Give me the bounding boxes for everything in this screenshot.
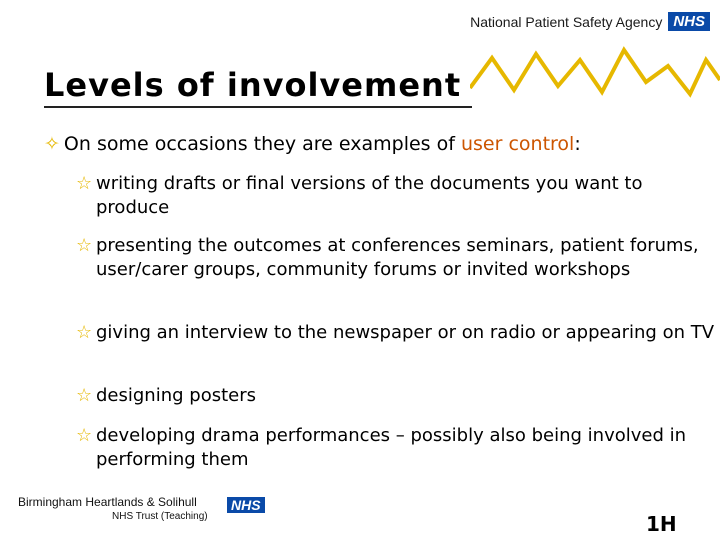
sub-bullet-item bbox=[76, 321, 716, 345]
slide-number: 1H bbox=[646, 512, 677, 536]
slide-title: Levels of involvement bbox=[44, 66, 462, 104]
sub-bullet-text: giving an interview to the newspaper or on radio or appearing on TV bbox=[96, 322, 715, 343]
footer-trust-name: NHS Trust (Teaching) bbox=[112, 511, 208, 522]
nhs-logo-header: NHS bbox=[668, 12, 710, 31]
four-point-star-outline-icon: ✧ bbox=[44, 133, 60, 155]
sub-bullet-item bbox=[76, 384, 716, 408]
sub-bullet-item bbox=[76, 424, 716, 472]
agency-name: National Patient Safety Agency bbox=[470, 13, 663, 30]
footer-org-name: Birmingham Heartlands & Solihull bbox=[18, 495, 197, 509]
zigzag-decoration-icon bbox=[470, 30, 720, 110]
title-underline bbox=[44, 106, 472, 108]
intro-text-before: On some occasions they are examples of bbox=[63, 133, 461, 155]
sub-bullet-text: presenting the outcomes at conferences seminars, patient forums, user/carer groups, community forums or invited workshops bbox=[96, 235, 699, 280]
sub-bullet-item bbox=[76, 172, 716, 220]
sub-bullet-text: developing drama performances – possibly also being involved in performing them bbox=[96, 425, 687, 470]
star-outline-icon: ☆ bbox=[76, 235, 93, 256]
intro-bullet bbox=[44, 131, 704, 157]
star-outline-icon: ☆ bbox=[76, 425, 93, 446]
intro-highlight: user control bbox=[460, 133, 575, 155]
sub-bullet-text: writing drafts or final versions of the documents you want to produce bbox=[96, 173, 643, 218]
nhs-logo-footer: NHS bbox=[227, 497, 265, 513]
star-outline-icon: ☆ bbox=[76, 385, 93, 406]
intro-text-after: : bbox=[574, 133, 581, 155]
footer-nhs-logo-wrap bbox=[227, 495, 265, 514]
star-outline-icon: ☆ bbox=[76, 173, 93, 194]
sub-bullet-text: designing posters bbox=[96, 385, 256, 406]
agency-header bbox=[470, 12, 710, 31]
sub-bullet-item bbox=[76, 234, 716, 282]
star-outline-icon: ☆ bbox=[76, 322, 93, 343]
